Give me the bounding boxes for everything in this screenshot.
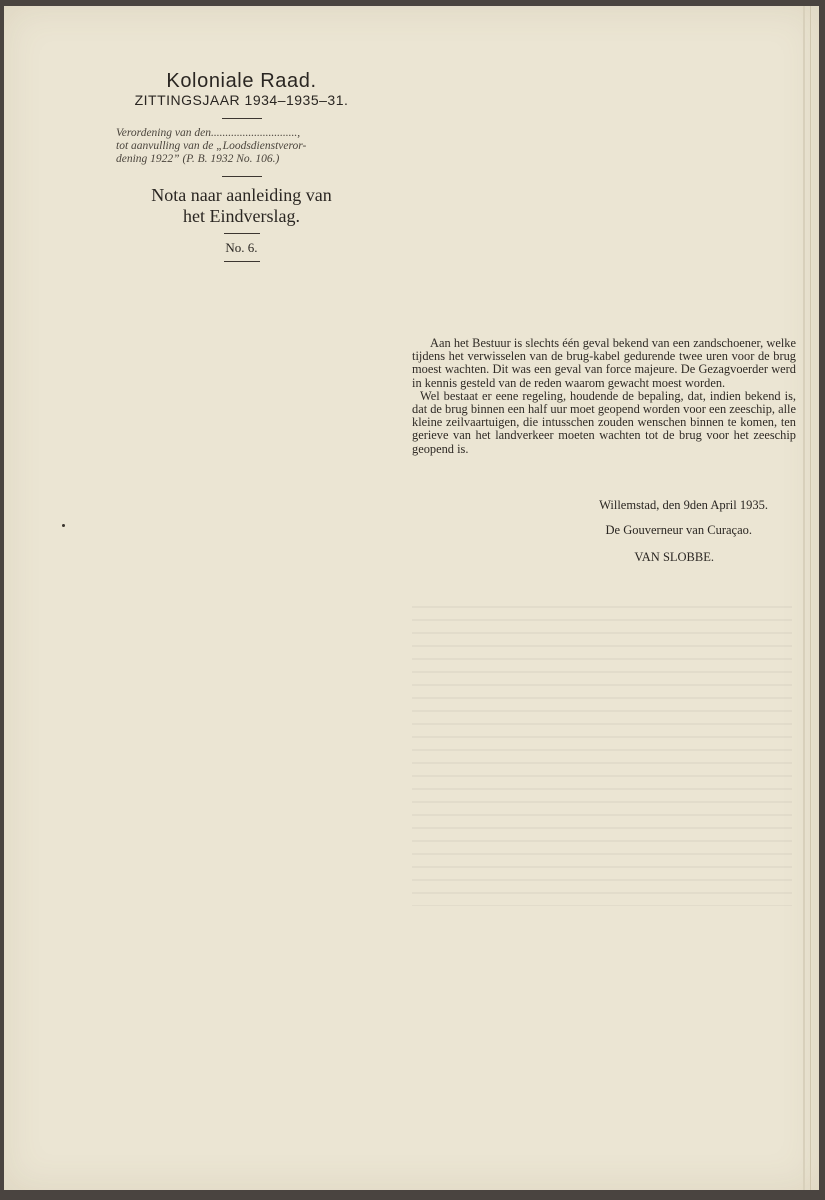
place-date: Willemstad, den 9den April 1935. bbox=[599, 498, 768, 512]
ordinance-line: tot aanvulling van de „Loodsdienstveror- bbox=[116, 140, 307, 152]
ordinance-line: Verordening van den.............................., bbox=[116, 127, 301, 139]
paragraph: Aan het Bestuur is slechts één geval bekend van een zandschoener, welke tijdens het verwisselen van de brug-kabel gedurende twee uren voor de brug moest wachten. Dit was een geval van force majeure. De Gezagvoerder werd in kennis gesteld van de reden waarom gewacht moest worden. bbox=[412, 336, 796, 390]
page-edge-secondary bbox=[810, 6, 811, 1190]
session-year: ZITTINGSJAAR 1934–1935–31. bbox=[134, 92, 349, 108]
show-through-text bbox=[412, 606, 792, 906]
document-page bbox=[4, 6, 819, 1190]
body-text bbox=[412, 337, 796, 456]
page-edge bbox=[803, 6, 805, 1190]
document-heading bbox=[104, 185, 379, 227]
divider-rule bbox=[222, 118, 262, 119]
signature-name: VAN SLOBBE. bbox=[634, 550, 714, 564]
signatory-title: De Gouverneur van Curaçao. bbox=[605, 523, 752, 537]
divider-rule bbox=[222, 176, 262, 177]
document-heading-line: Nota naar aanleiding van bbox=[151, 185, 332, 205]
paragraph: Wel bestaat er eene regeling, houdende de bepaling, dat, indien bekend is, dat de brug binnen een half uur moet geopend worden voor een zeeschip, alle kleine zeilvaartuigen, die intusschen zouden wenschen binnen te komen, ten gerieve van het landverkeer moeten wachten tot de brug voor het zeeschip geopend is. bbox=[412, 388, 796, 456]
ordinance-reference bbox=[104, 127, 379, 166]
divider-rule bbox=[224, 233, 260, 234]
ordinance-line: dening 1922” (P. B. 1932 No. 106.) bbox=[116, 153, 280, 165]
document-heading-line: het Eindverslag. bbox=[183, 206, 300, 226]
divider-rule bbox=[224, 261, 260, 262]
council-title: Koloniale Raad. bbox=[166, 70, 317, 92]
document-header bbox=[104, 70, 379, 268]
ink-speck bbox=[62, 524, 65, 527]
document-number: No. 6. bbox=[225, 240, 258, 255]
